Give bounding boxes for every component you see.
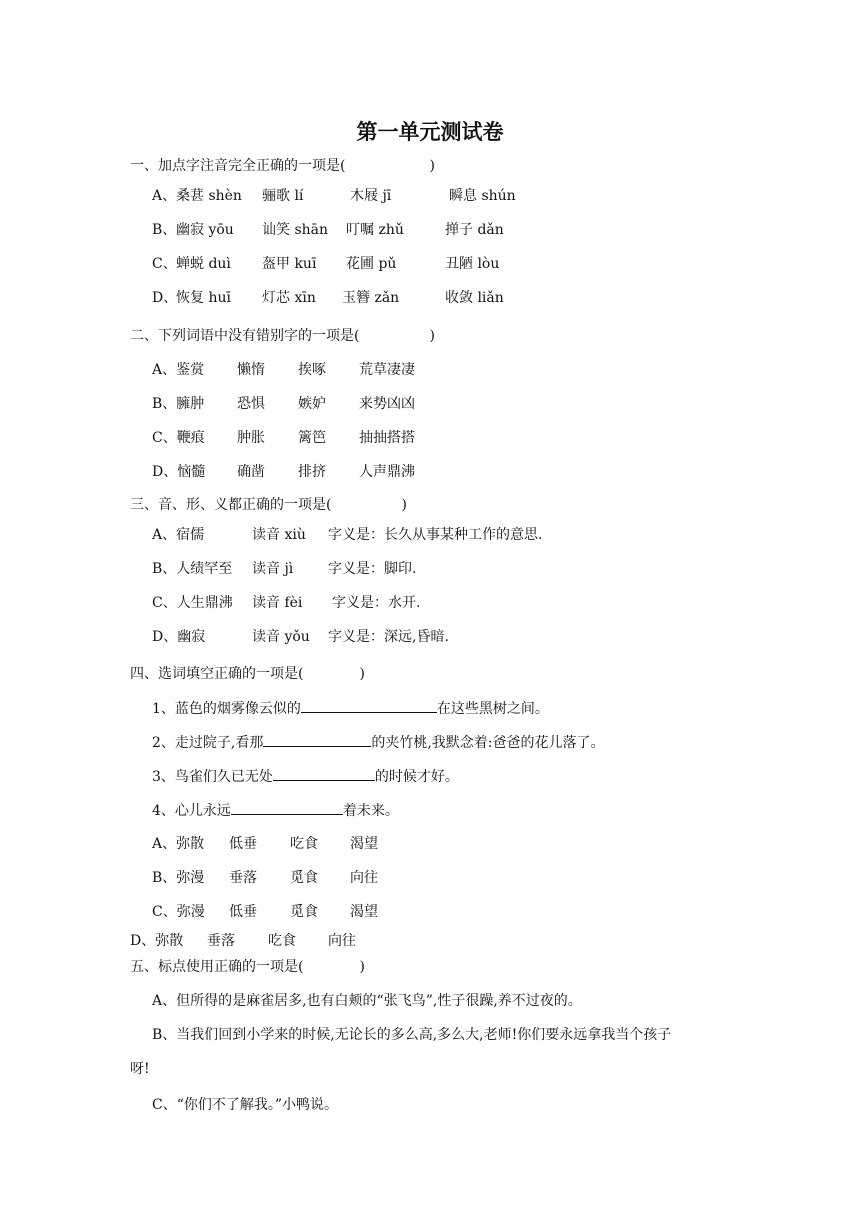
option-word: B、臃肿 [152, 396, 205, 412]
option-word: 丑陋 lòu [445, 256, 500, 272]
question-4-stem: 四、选词填空正确的一项是( ) [130, 666, 365, 682]
option-word: 荒草凄凄 [359, 362, 415, 378]
option-word: 讪笑 shān [262, 222, 329, 238]
option-word: 向往 [328, 933, 356, 949]
option-word: 挨啄 [298, 362, 326, 378]
question-1-stem: 一、加点字注音完全正确的一项是( ) [130, 158, 435, 174]
option-word: 骊歌 lí [262, 188, 304, 204]
option-word: 灯芯 xīn [262, 290, 316, 306]
q4-item-1 [152, 698, 549, 719]
option-letter: D、 [152, 290, 178, 306]
option-word: 玉簪 zǎn [342, 290, 400, 306]
option-word: D、弥散 [130, 933, 184, 949]
option-word: D、幽寂 [152, 629, 206, 645]
option-meaning: 字义是：脚印. [328, 561, 417, 577]
option-word: 人声鼎沸 [359, 464, 415, 480]
option-pronunciation: 读音 fèi [252, 595, 303, 611]
item-text: 2、走过院子,看那 [152, 735, 264, 751]
option-word: 恢复 huī [176, 290, 231, 306]
fill-blank[interactable] [231, 800, 343, 815]
q4-item-3 [152, 766, 459, 787]
option-word: 垂落 [207, 933, 235, 949]
option-word: A、鉴赏 [152, 362, 205, 378]
option-word: 木屐 jī [350, 188, 392, 204]
option-word: 肿胀 [237, 430, 265, 446]
fill-blank[interactable] [263, 732, 371, 747]
q4-item-4 [152, 800, 399, 821]
option-word: A、弥散 [152, 836, 205, 852]
option-word: C、弥漫 [152, 904, 205, 920]
option-word: 向往 [350, 870, 378, 886]
option-word: 叮嘱 zhǔ [346, 222, 404, 238]
option-pronunciation: 读音 yǒu [252, 629, 310, 645]
item-text: 3、鸟雀们久已无处 [152, 769, 273, 785]
option-meaning: 字义是：深远,昏暗. [328, 629, 449, 645]
option-word: 渴望 [350, 904, 378, 920]
option-word: 恐惧 [237, 396, 265, 412]
q4-item-2 [152, 732, 605, 753]
option-word: 掸子 dǎn [445, 222, 504, 238]
option-word: A、宿儒 [152, 527, 205, 543]
item-text: 着未来。 [342, 803, 399, 819]
fill-blank[interactable] [273, 766, 375, 781]
option-word: 吃食 [290, 836, 318, 852]
option-letter: A、 [152, 188, 177, 204]
option-word: 花圃 pǔ [346, 256, 397, 272]
option-word: 吃食 [268, 933, 296, 949]
q5-option-a: A、但所得的是麻雀居多,也有白颊的“张飞鸟”,性子很躁,养不过夜的。 [152, 993, 582, 1009]
question-2-stem: 二、下列词语中没有错别字的一项是( ) [130, 328, 435, 344]
option-word: 觅食 [290, 870, 318, 886]
item-text: 4、心儿永远 [152, 803, 231, 819]
option-word: 渴望 [350, 836, 378, 852]
item-text: 的时候才好。 [374, 769, 459, 785]
option-word: 确凿 [237, 464, 265, 480]
option-word: B、弥漫 [152, 870, 205, 886]
option-word: 来势凶凶 [359, 396, 415, 412]
option-letter: C、 [152, 256, 177, 272]
q5-option-c: C、“你们不了解我。”小鸭说。 [152, 1097, 339, 1113]
option-word: 抽抽搭搭 [359, 430, 415, 446]
option-word: 垂落 [229, 870, 257, 886]
option-word: 嫉妒 [298, 396, 326, 412]
option-word: 低垂 [229, 904, 257, 920]
option-meaning: 字义是：长久从事某种工作的意思. [328, 527, 543, 543]
fill-blank[interactable] [301, 698, 437, 713]
option-pronunciation: 读音 jì [252, 561, 294, 577]
option-word: C、鞭痕 [152, 430, 205, 446]
item-text: 的夹竹桃,我默念着:爸爸的花儿落了。 [371, 735, 605, 751]
option-word: 排挤 [298, 464, 326, 480]
option-word: 懒惰 [237, 362, 265, 378]
option-word: 盔甲 kuī [262, 256, 317, 272]
option-word: 觅食 [290, 904, 318, 920]
option-letter: B、 [152, 222, 177, 238]
option-word: 篱笆 [298, 430, 326, 446]
option-word: 收敛 liǎn [445, 290, 504, 306]
option-word: 低垂 [229, 836, 257, 852]
option-word: C、人生鼎沸 [152, 595, 233, 611]
option-word: B、人绩罕至 [152, 561, 233, 577]
question-3-stem: 三、音、形、义都正确的一项是( ) [130, 497, 407, 513]
q5-option-b: B、当我们回到小学来的时候,无论长的多么高,多么大,老师!你们要永远拿我当个孩子 [152, 1027, 672, 1043]
option-word: 桑葚 shèn [176, 188, 242, 204]
option-word: 蝉蜕 duì [176, 256, 231, 272]
item-text: 在这些黑树之间。 [436, 701, 549, 717]
option-word: D、恼髓 [152, 464, 206, 480]
option-word: 瞬息 shún [449, 188, 516, 204]
option-meaning: 字义是：水开. [332, 595, 421, 611]
item-text: 1、蓝色的烟雾像云似的 [152, 701, 301, 717]
option-word: 幽寂 yōu [176, 222, 234, 238]
question-5-stem: 五、标点使用正确的一项是( ) [130, 959, 365, 975]
option-pronunciation: 读音 xiù [252, 527, 306, 543]
page-title: 第一单元测试卷 [356, 120, 504, 144]
q5-option-b-continued: 呀! [130, 1061, 150, 1077]
